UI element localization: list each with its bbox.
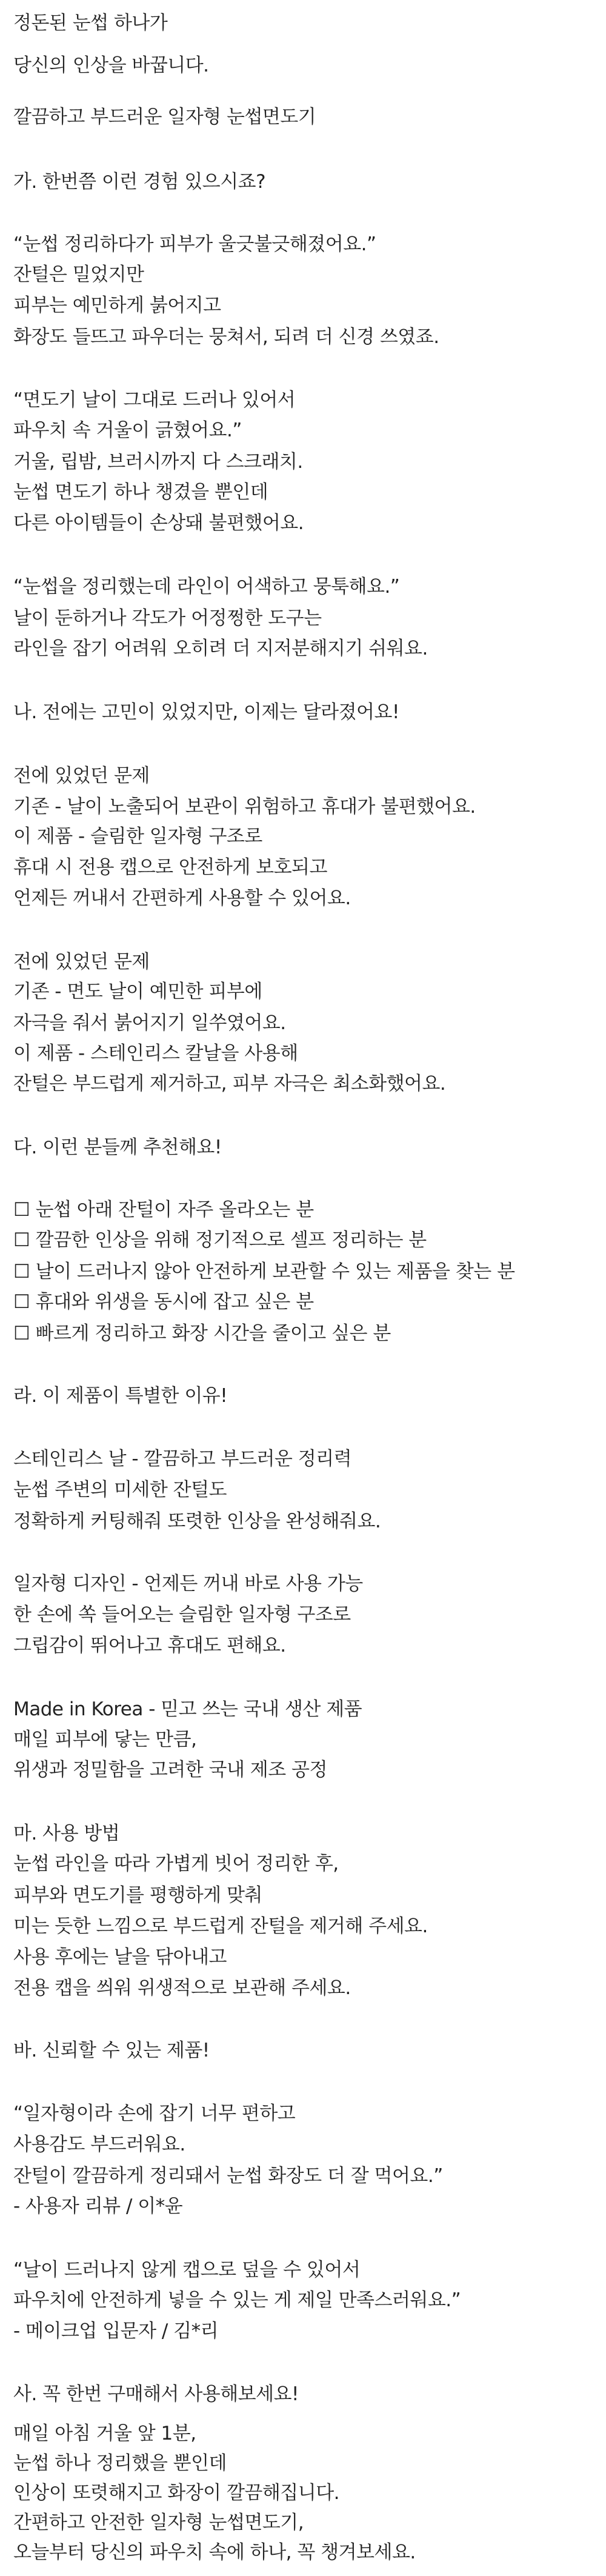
text-line: 눈썹 라인을 따라 가볍게 빗어 정리한 후,: [13, 1853, 339, 1875]
text-line: - 사용자 리뷰 / 이*윤: [13, 2195, 183, 2217]
text-line: 간편하고 안전한 일자형 눈썹면도기,: [13, 2512, 304, 2534]
text-line: 사용 후에는 날을 닦아내고: [13, 1946, 227, 1968]
text-line: 매일 피부에 닿는 만큼,: [13, 1729, 197, 1750]
text-line: “눈썹 정리하다가 피부가 울긋불긋해졌어요.”: [13, 233, 376, 255]
text-line: ☐ 눈썹 아래 잔털이 자주 올라오는 분: [13, 1199, 314, 1221]
text-line: 휴대 시 전용 캡으로 안전하게 보호되고: [13, 856, 327, 878]
text-line: 전에 있었던 문제: [13, 951, 150, 973]
text-line: 인상이 또렷해지고 화장이 깔끔해집니다.: [13, 2482, 339, 2504]
text-line: 피부와 면도기를 평행하게 맞춰: [13, 1884, 262, 1906]
text-line: 라인을 잡기 어려워 오히려 더 지저분해지기 쉬워요.: [13, 638, 428, 659]
text-line: 거울, 립밤, 브러시까지 다 스크래치.: [13, 451, 303, 473]
text-line: 일자형 디자인 - 언제든 꺼내 바로 사용 가능: [13, 1573, 363, 1595]
text-line: ☐ 휴대와 위생을 동시에 잡고 싶은 분: [13, 1291, 314, 1313]
text-line: 가. 한번쯤 이런 경험 있으시죠?: [13, 171, 266, 193]
text-line: 정확하게 커팅해줘 또렷한 인상을 완성해줘요.: [13, 1510, 381, 1532]
text-line: 언제든 꺼내서 간편하게 사용할 수 있어요.: [13, 887, 351, 909]
text-line: 그립감이 뛰어나고 휴대도 편해요.: [13, 1635, 286, 1657]
text-line: 기존 - 날이 노출되어 보관이 위험하고 휴대가 불편했어요.: [13, 796, 476, 818]
text-line: - 메이크업 입문자 / 김*리: [13, 2320, 219, 2342]
text-line: 깔끔하고 부드러운 일자형 눈썹면도기: [13, 106, 316, 128]
text-line: 잔털은 부드럽게 제거하고, 피부 자극은 최소화했어요.: [13, 1073, 446, 1095]
text-line: 바. 신뢰할 수 있는 제품!: [13, 2040, 210, 2061]
text-line: 마. 사용 방법: [13, 1823, 120, 1844]
text-line: 다. 이런 분들께 추천해요!: [13, 1136, 222, 1158]
text-line: 이 제품 - 슬림한 일자형 구조로: [13, 826, 262, 847]
text-line: 눈썹 주변의 미세한 잔털도: [13, 1479, 227, 1501]
text-line: 화장도 들뜨고 파우더는 뭉쳐서, 되려 더 신경 쓰였죠.: [13, 326, 439, 348]
text-line: 나. 전에는 고민이 있었지만, 이제는 달라졌어요!: [13, 701, 399, 723]
text-line: 한 손에 쏙 들어오는 슬림한 일자형 구조로: [13, 1604, 351, 1626]
text-line: 오늘부터 당신의 파우치 속에 하나, 꼭 챙겨보세요.: [13, 2541, 416, 2563]
text-line: ☐ 날이 드러나지 않아 안전하게 보관할 수 있는 제품을 찾는 분: [13, 1261, 515, 1283]
text-line: 스테인리스 날 - 깔끔하고 부드러운 정리력: [13, 1448, 352, 1470]
text-line: “일자형이라 손에 잡기 너무 편하고: [13, 2103, 296, 2124]
text-line: 눈썹 하나 정리했을 뿐인데: [13, 2452, 227, 2474]
text-line: 잔털은 밀었지만: [13, 264, 144, 285]
text-line: 정돈된 눈썹 하나가: [13, 12, 168, 34]
text-line: 전용 캡을 씌워 위생적으로 보관해 주세요.: [13, 1977, 351, 1999]
text-line: ☐ 깔끔한 인상을 위해 정기적으로 셀프 정리하는 분: [13, 1229, 427, 1251]
text-line: 다른 아이템들이 손상돼 불편했어요.: [13, 512, 304, 534]
text-line: 눈썹 면도기 하나 챙겼을 뿐인데: [13, 481, 268, 503]
text-line: 자극을 줘서 붉어지기 일쑤였어요.: [13, 1012, 286, 1034]
text-line: 파우치 속 거울이 긁혔어요.”: [13, 419, 242, 441]
text-line: 미는 듯한 느낌으로 부드럽게 잔털을 제거해 주세요.: [13, 1915, 428, 1937]
text-line: “면도기 날이 그대로 드러나 있어서: [13, 389, 296, 411]
text-line: 사용감도 부드러워요.: [13, 2134, 185, 2155]
text-line: 잔털이 깔끔하게 정리돼서 눈썹 화장도 더 잘 먹어요.”: [13, 2165, 443, 2187]
text-line: 전에 있었던 문제: [13, 765, 150, 787]
text-line: 기존 - 면도 날이 예민한 피부에: [13, 981, 262, 1003]
text-line: 당신의 인상을 바꿉니다.: [13, 55, 209, 76]
text-line: 위생과 정밀함을 고려한 국내 제조 공정: [13, 1759, 327, 1781]
text-line: 날이 둔하거나 각도가 어정쩡한 도구는: [13, 607, 322, 629]
text-line: “눈썹을 정리했는데 라인이 어색하고 뭉툭해요.”: [13, 576, 400, 598]
text-line: 피부는 예민하게 붉어지고: [13, 295, 221, 316]
text-line: 파우치에 안전하게 넣을 수 있는 게 제일 만족스러워요.”: [13, 2289, 461, 2311]
text-line: ☐ 빠르게 정리하고 화장 시간을 줄이고 싶은 분: [13, 1323, 391, 1344]
text-line: Made in Korea - 믿고 쓰는 국내 생산 제품: [13, 1698, 362, 1720]
text-line: 매일 아침 거울 앞 1분,: [13, 2423, 196, 2444]
text-line: 라. 이 제품이 특별한 이유!: [13, 1385, 228, 1407]
text-line: 사. 꼭 한번 구매해서 사용해보세요!: [13, 2383, 299, 2405]
text-line: 이 제품 - 스테인리스 칼날을 사용해: [13, 1043, 298, 1064]
text-line: “날이 드러나지 않게 캡으로 덮을 수 있어서: [13, 2259, 361, 2281]
